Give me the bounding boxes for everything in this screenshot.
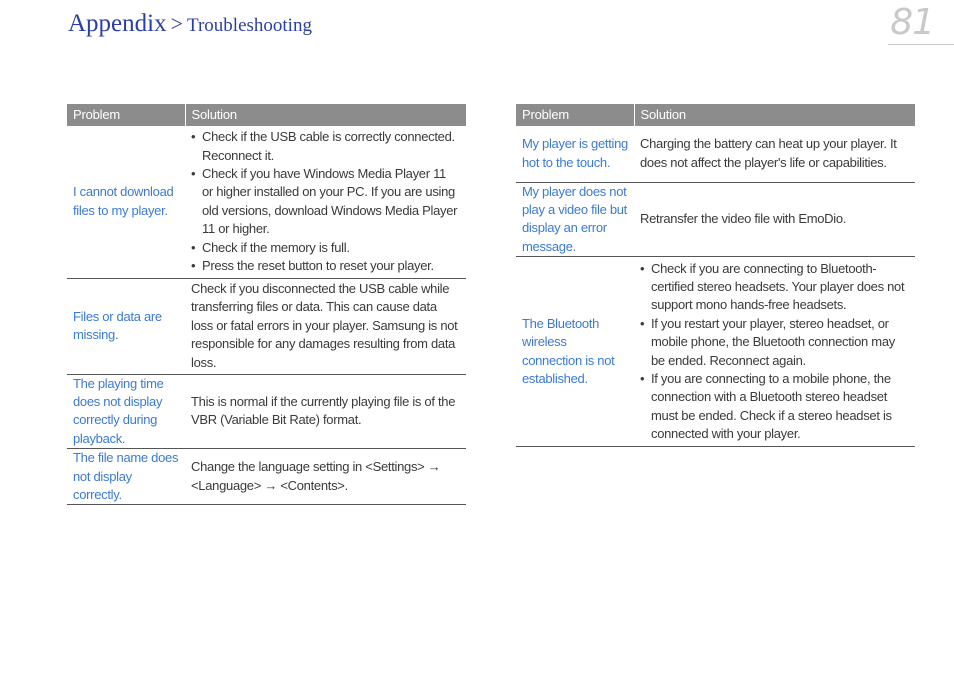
page-number: 81 bbox=[890, 2, 934, 43]
section-title: Appendix bbox=[68, 10, 167, 37]
problem-cell: I cannot download files to my player. bbox=[67, 126, 185, 278]
problem-cell: The playing time does not display correctly during playback. bbox=[67, 374, 185, 449]
troubleshooting-table-right bbox=[516, 104, 915, 447]
problem-cell: The file name does not display correctly. bbox=[67, 449, 185, 505]
table-header-row bbox=[67, 104, 466, 126]
problem-cell: My player is getting hot to the touch. bbox=[516, 126, 634, 182]
solution-cell: Change the language setting in <Settings> → <Language> → <Contents>. bbox=[185, 449, 466, 505]
problem-cell: My player does not play a video file but display an error message. bbox=[516, 182, 634, 257]
solution-cell: This is normal if the currently playing file is of the VBR (Variable Bit Rate) format. bbox=[185, 374, 466, 449]
table-row bbox=[67, 374, 466, 449]
table-row bbox=[516, 257, 915, 447]
list-item: • Press the reset button to reset your player. bbox=[191, 257, 460, 275]
column-header-solution: Solution bbox=[634, 104, 915, 126]
troubleshooting-table-left bbox=[67, 104, 466, 505]
solution-cell: Retransfer the video file with EmoDio. bbox=[634, 182, 915, 257]
list-item: • If you are connecting to a mobile phone, the connection with a Bluetooth stereo headset must be ended. Check if a stereo headset is connected with your player. bbox=[640, 370, 909, 444]
solution-cell bbox=[634, 257, 915, 447]
table-row bbox=[516, 182, 915, 257]
list-item: • Check if you are connecting to Bluetooth-certified stereo headsets. Your player does not support mono hands-free headsets. bbox=[640, 260, 909, 315]
table-row bbox=[516, 126, 915, 182]
table-row bbox=[67, 126, 466, 278]
table-row bbox=[67, 278, 466, 374]
breadcrumb-separator: > bbox=[170, 11, 184, 36]
column-header-problem: Problem bbox=[67, 104, 185, 126]
solution-list bbox=[640, 260, 909, 444]
problem-cell: The Bluetooth wireless connection is not established. bbox=[516, 257, 634, 447]
table-header-row bbox=[516, 104, 915, 126]
list-item: • Check if the memory is full. bbox=[191, 239, 460, 257]
page-header-title bbox=[68, 10, 312, 38]
page-number-rule bbox=[888, 44, 954, 45]
list-item: • Check if you have Windows Media Player 11 or higher installed on your PC. If you are using old versions, download Windows Media Player 11 or higher. bbox=[191, 165, 460, 239]
list-item: • Check if the USB cable is correctly connected. Reconnect it. bbox=[191, 128, 460, 165]
solution-cell: Charging the battery can heat up your player. It does not affect the player's life or capabilities. bbox=[634, 126, 915, 182]
list-item: • If you restart your player, stereo headset, or mobile phone, the Bluetooth connection may be ended. Reconnect again. bbox=[640, 315, 909, 370]
subsection-title: Troubleshooting bbox=[187, 15, 312, 36]
solution-cell: Check if you disconnected the USB cable while transferring files or data. This can cause data loss or fatal errors in your player. Samsung is not responsible for any damages resulting from data loss. bbox=[185, 278, 466, 374]
solution-cell bbox=[185, 126, 466, 278]
column-header-problem: Problem bbox=[516, 104, 634, 126]
column-header-solution: Solution bbox=[185, 104, 466, 126]
table-row bbox=[67, 449, 466, 505]
solution-list bbox=[191, 128, 460, 275]
problem-cell: Files or data are missing. bbox=[67, 278, 185, 374]
